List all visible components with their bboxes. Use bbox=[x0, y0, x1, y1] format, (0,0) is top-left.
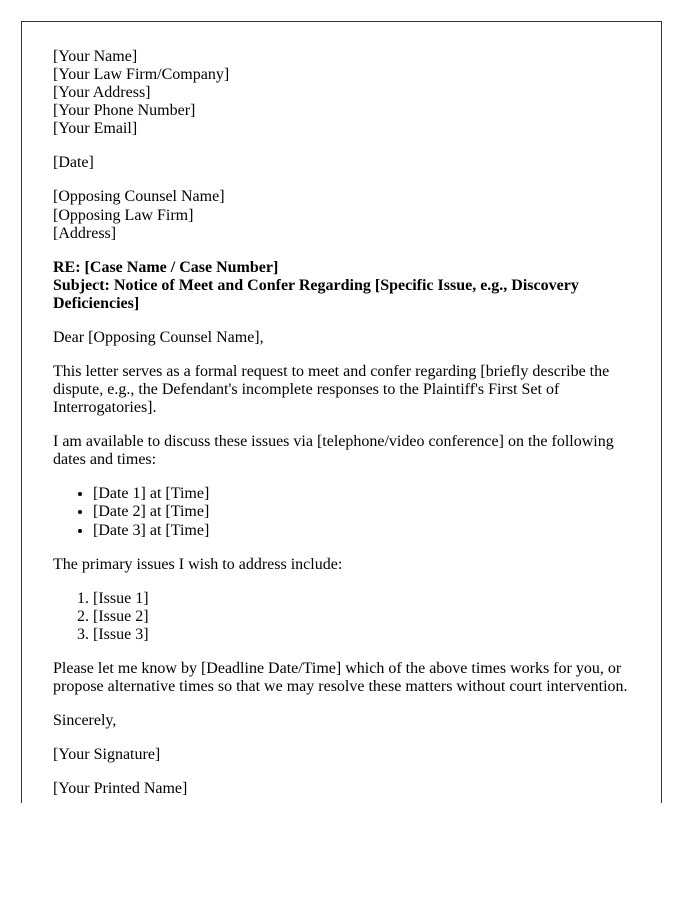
availability-item: • [Date 1] at [Time] bbox=[93, 485, 643, 503]
recipient-line: [Address] bbox=[53, 224, 117, 242]
sender-line: [Your Email] bbox=[53, 120, 138, 138]
issue-item: 1. [Issue 1] bbox=[93, 590, 643, 608]
subject-line: Subject: Notice of Meet and Confer Regarding [Specific Issue, e.g., Discovery Deficiencies] bbox=[53, 276, 579, 312]
sender-line: [Your Law Firm/Company] bbox=[53, 66, 230, 84]
signature-placeholder: [Your Signature] bbox=[53, 746, 161, 764]
availability-paragraph: I am available to discuss these issues via [telephone/video conference] on the following dates and times: bbox=[53, 433, 614, 469]
salutation: Dear [Opposing Counsel Name], bbox=[53, 328, 264, 346]
availability-list bbox=[53, 485, 643, 539]
issue-item: 3. [Issue 3] bbox=[93, 626, 643, 644]
issues-intro: The primary issues I wish to address include: bbox=[53, 555, 343, 573]
sender-line: [Your Name] bbox=[53, 48, 138, 65]
printed-name-placeholder: [Your Printed Name] bbox=[53, 780, 188, 798]
letter-page bbox=[21, 21, 662, 803]
availability-item: • [Date 3] at [Time] bbox=[93, 522, 643, 540]
recipient-line: [Opposing Law Firm] bbox=[53, 206, 194, 224]
subject-block bbox=[53, 259, 643, 313]
deadline-paragraph: Please let me know by [Deadline Date/Time] which of the above times works for you, or propose alternative times so that we may resolve these matters without court intervention. bbox=[53, 659, 628, 696]
issue-item: 2. [Issue 2] bbox=[93, 608, 643, 626]
intro-paragraph: This letter serves as a formal request to meet and confer regarding [briefly describe the dispute, e.g., the Defendant's incomplete responses to the Plaintiff's First Set of Interrogatories]. bbox=[53, 363, 610, 417]
issues-list bbox=[53, 590, 643, 644]
re-line: RE: [Case Name / Case Number] bbox=[53, 258, 279, 276]
date-line: [Date] bbox=[53, 154, 94, 172]
recipient-address-block bbox=[53, 188, 643, 242]
sender-line: [Your Address] bbox=[53, 84, 151, 102]
closing: Sincerely, bbox=[53, 712, 117, 730]
availability-item: • [Date 2] at [Time] bbox=[93, 503, 643, 521]
sender-line: [Your Phone Number] bbox=[53, 102, 196, 120]
sender-address-block bbox=[53, 48, 643, 138]
recipient-line: [Opposing Counsel Name] bbox=[53, 188, 225, 206]
